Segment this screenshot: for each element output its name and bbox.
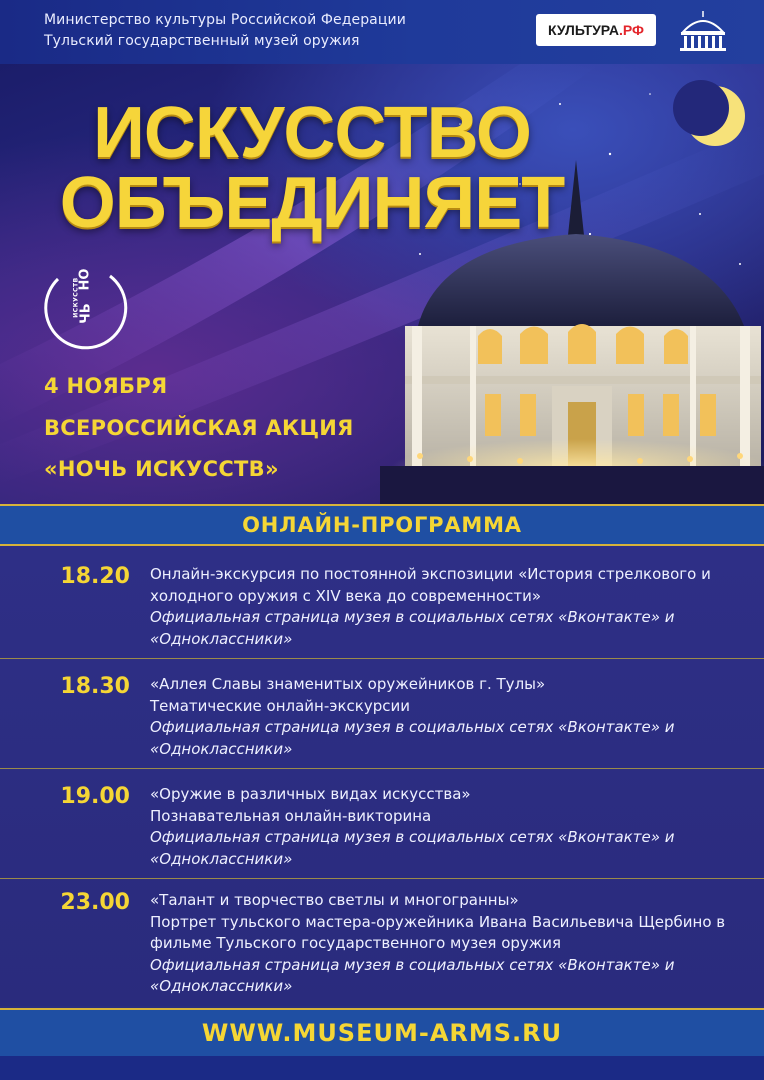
title-line-2: ОБЪЕДИНЯЕТ [59,163,565,243]
kultura-badge-main: КУЛЬТУРА [547,22,620,38]
event-note: Официальная страница музея в социальных сетях «Вконтакте» и [150,608,675,626]
dome [418,234,744,326]
event-note: Официальная страница музея в социальных сетях «Вконтакте» и [150,955,675,974]
bottom-strip [0,1056,764,1080]
event-note: «Одноклассники» [150,849,293,868]
museum-building-icon [675,8,731,54]
action-name: «НОЧЬ ИСКУССТВ» [44,457,279,481]
program-list [0,546,764,1006]
event-text: Тематические онлайн-экскурсии [150,696,411,715]
divider [0,768,764,769]
event-text: Портрет тульского мастера-оружейника Ивана Васильевича Щербино в [150,912,726,931]
night-logo-side: ИСКУССТВ [72,277,80,318]
action-label: ВСЕРОССИЙСКАЯ АКЦИЯ [44,416,354,440]
event-text: «Аллея Славы знаменитых оружейников г. Тулы» [150,675,546,693]
event-details [150,564,736,650]
event-text: фильме Тульского государственного музея оружия [150,934,562,952]
event-details [150,890,736,998]
event-text: Онлайн-экскурсия по постоянной экспозиции «История стрелкового и [150,565,711,583]
header-bar [0,0,764,64]
event-text: Познавательная онлайн-викторина [150,806,432,825]
event-time: 18.30 [60,674,130,699]
program-heading-band [0,504,764,546]
crescent-moon-icon [673,80,745,146]
event-note: «Одноклассники» [150,629,293,648]
kultura-rf-badge[interactable] [536,14,656,46]
program-heading: ОНЛАЙН-ПРОГРАММА [242,513,522,537]
night-logo-bottom: ЧЬ [78,303,94,324]
event-text: «Оружие в различных видах искусства» [150,785,471,803]
event-details [150,674,736,760]
hero-section [0,64,764,504]
night-logo-text [62,270,114,330]
event-details [150,784,736,870]
event-text: холодного оружия с XIV века до современности» [150,586,542,605]
event-time: 19.00 [60,784,130,809]
footer-band [0,1008,764,1058]
event-time: 18.20 [60,564,130,589]
event-note: Официальная страница музея в социальных сетях «Вконтакте» и [150,718,675,736]
ministry-name: Министерство культуры Российской Федерации [44,12,406,28]
event-date: 4 НОЯБРЯ [44,374,168,398]
event-note: «Одноклассники» [150,739,293,758]
divider [0,878,764,879]
website-link[interactable]: WWW.MUSEUM-ARMS.RU [201,1019,563,1047]
title-line-1: ИСКУССТВО [93,93,531,173]
event-note: Официальная страница музея в социальных сетях «Вконтакте» и [150,828,675,846]
event-text: «Талант и творчество светлы и многогранны» [150,891,519,909]
night-logo-top: НО [77,268,93,291]
kultura-badge-suffix: .РФ [619,22,645,38]
divider [0,658,764,659]
event-note: «Одноклассники» [150,977,293,995]
event-time: 23.00 [60,890,130,915]
museum-name: Тульский государственный музей оружия [44,33,360,49]
